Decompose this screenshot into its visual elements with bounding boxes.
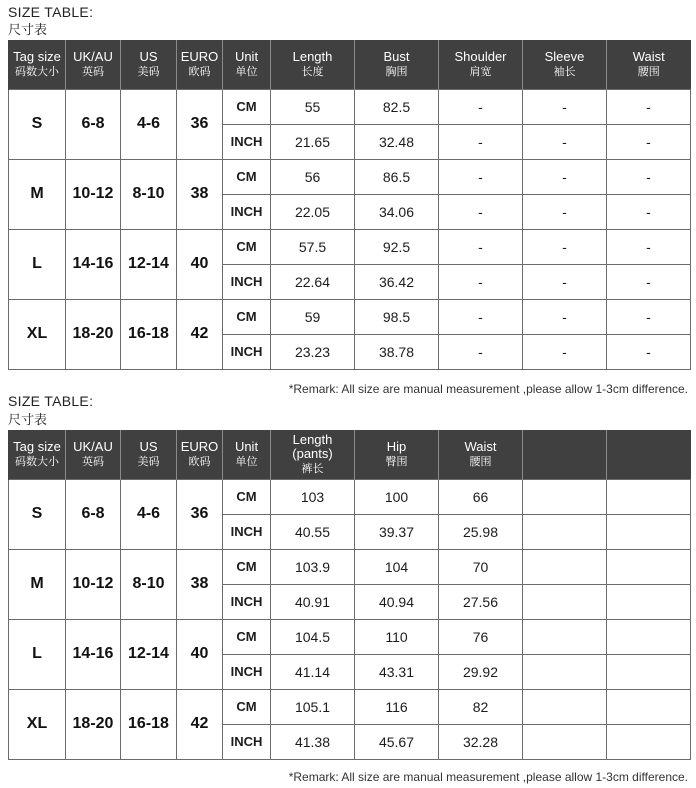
measurement-cell: 39.37	[355, 514, 439, 549]
column-header-en: Tag size	[13, 48, 61, 64]
measurement-cell	[523, 479, 607, 514]
bottom-size-table	[8, 430, 691, 760]
column-header-en2: (pants)	[292, 445, 333, 461]
tag-size-cell: M	[9, 549, 66, 619]
measurement-cell: 76	[439, 619, 523, 654]
column-header	[439, 40, 523, 89]
tag-size-cell: XL	[9, 689, 66, 759]
column-header-en: US	[139, 48, 158, 64]
measurement-cell	[523, 724, 607, 759]
column-header	[9, 40, 66, 89]
column-header	[271, 40, 355, 89]
column-header-en: EURO	[180, 438, 219, 454]
measurement-cell: 32.48	[355, 124, 439, 159]
column-header-en: Unit	[234, 48, 259, 64]
column-header-zh: 臀围	[385, 455, 408, 468]
measurement-cell: 25.98	[439, 514, 523, 549]
us-size-cell: 12-14	[121, 229, 177, 299]
measurement-cell	[523, 584, 607, 619]
uk-au-cell: 18-20	[66, 689, 121, 759]
euro-size-cell: 36	[177, 479, 223, 549]
column-header-en: Unit	[234, 438, 259, 454]
measurement-cell	[523, 619, 607, 654]
unit-cell: CM	[223, 479, 271, 514]
column-header-zh: 裤长	[301, 462, 324, 475]
table-row	[9, 299, 691, 334]
column-header-en: Waist	[464, 438, 497, 454]
column-header-zh: 长度	[301, 65, 324, 78]
measurement-cell: 103.9	[271, 549, 355, 584]
us-size-cell: 8-10	[121, 549, 177, 619]
measurement-cell: -	[439, 89, 523, 124]
column-header-zh: 码数大小	[15, 65, 59, 78]
measurement-cell: 100	[355, 479, 439, 514]
measurement-cell	[523, 689, 607, 724]
measurement-cell: 56	[271, 159, 355, 194]
tag-size-cell: S	[9, 89, 66, 159]
measurement-cell: -	[439, 299, 523, 334]
measurement-cell: -	[607, 229, 691, 264]
tag-size-cell: L	[9, 619, 66, 689]
measurement-cell: 34.06	[355, 194, 439, 229]
euro-size-cell: 42	[177, 689, 223, 759]
column-header	[177, 430, 223, 479]
measurement-cell: -	[607, 264, 691, 299]
column-header-en: UK/AU	[73, 48, 113, 64]
euro-size-cell: 38	[177, 549, 223, 619]
column-header	[607, 40, 691, 89]
measurement-cell: 45.67	[355, 724, 439, 759]
measurement-cell: 116	[355, 689, 439, 724]
measurement-cell: -	[439, 124, 523, 159]
measurement-cell: -	[523, 159, 607, 194]
section-title: SIZE TABLE:	[8, 4, 94, 20]
euro-size-cell: 40	[177, 229, 223, 299]
column-header	[177, 40, 223, 89]
tag-size-cell: M	[9, 159, 66, 229]
unit-cell: INCH	[223, 654, 271, 689]
column-header	[523, 430, 607, 479]
measurement-cell: 40.91	[271, 584, 355, 619]
measurement-cell: 92.5	[355, 229, 439, 264]
measurement-cell: 41.38	[271, 724, 355, 759]
column-header-zh: 单位	[235, 65, 258, 78]
column-header-en: Tag size	[13, 438, 61, 454]
header-row	[9, 40, 691, 89]
uk-au-cell: 10-12	[66, 549, 121, 619]
unit-cell: CM	[223, 689, 271, 724]
uk-au-cell: 6-8	[66, 89, 121, 159]
column-header	[121, 40, 177, 89]
measurement-cell: -	[607, 159, 691, 194]
measurement-cell: 40.94	[355, 584, 439, 619]
euro-size-cell: 36	[177, 89, 223, 159]
column-header-zh: 码数大小	[15, 455, 59, 468]
unit-cell: INCH	[223, 264, 271, 299]
table-row	[9, 689, 691, 724]
column-header-zh: 欧码	[188, 455, 211, 468]
column-header-en: Shoulder	[454, 48, 507, 64]
unit-cell: CM	[223, 299, 271, 334]
us-size-cell: 12-14	[121, 619, 177, 689]
measurement-cell: 82.5	[355, 89, 439, 124]
table-row	[9, 479, 691, 514]
measurement-cell: -	[523, 264, 607, 299]
tag-size-cell: XL	[9, 299, 66, 369]
us-size-cell: 4-6	[121, 89, 177, 159]
measurement-cell: 21.65	[271, 124, 355, 159]
column-header-en: Sleeve	[544, 48, 585, 64]
unit-cell: CM	[223, 549, 271, 584]
measurement-cell: 86.5	[355, 159, 439, 194]
measurement-cell: -	[607, 124, 691, 159]
measurement-cell: 103	[271, 479, 355, 514]
measurement-cell: 98.5	[355, 299, 439, 334]
column-header-zh: 袖长	[553, 65, 576, 78]
column-header-en: Hip	[386, 438, 407, 454]
euro-size-cell: 38	[177, 159, 223, 229]
tag-size-cell: L	[9, 229, 66, 299]
measurement-cell: 82	[439, 689, 523, 724]
table-row	[9, 229, 691, 264]
us-size-cell: 4-6	[121, 479, 177, 549]
measurement-cell: -	[607, 334, 691, 369]
column-header-zh: 美码	[137, 65, 160, 78]
measurement-cell: -	[523, 194, 607, 229]
measurement-cell: -	[523, 89, 607, 124]
measurement-cell: -	[607, 194, 691, 229]
section-subtitle: 尺寸表	[8, 412, 48, 427]
column-header	[223, 40, 271, 89]
column-header-en: EURO	[180, 48, 219, 64]
column-header-en: UK/AU	[73, 438, 113, 454]
column-header-zh: 肩宽	[469, 65, 492, 78]
header-row	[9, 430, 691, 479]
unit-cell: INCH	[223, 194, 271, 229]
measurement-cell: -	[523, 124, 607, 159]
measurement-cell	[523, 514, 607, 549]
measurement-cell: 57.5	[271, 229, 355, 264]
column-header-en: Bust	[383, 48, 410, 64]
column-header-en: Length	[292, 431, 333, 447]
measurement-cell: 55	[271, 89, 355, 124]
measurement-cell	[607, 689, 691, 724]
section-title: SIZE TABLE:	[8, 393, 94, 409]
unit-cell: INCH	[223, 334, 271, 369]
column-header-zh: 胸围	[385, 65, 408, 78]
tag-size-cell: S	[9, 479, 66, 549]
measurement-cell: 32.28	[439, 724, 523, 759]
measurement-cell: 110	[355, 619, 439, 654]
unit-cell: INCH	[223, 514, 271, 549]
unit-cell: CM	[223, 229, 271, 264]
column-header	[9, 430, 66, 479]
euro-size-cell: 40	[177, 619, 223, 689]
table-row	[9, 89, 691, 124]
measurement-cell	[523, 654, 607, 689]
measurement-cell: -	[607, 89, 691, 124]
column-header-en: US	[139, 438, 158, 454]
measurement-cell: 27.56	[439, 584, 523, 619]
measurement-cell: -	[439, 229, 523, 264]
column-header	[121, 430, 177, 479]
measurement-cell	[607, 584, 691, 619]
measurement-cell: 22.05	[271, 194, 355, 229]
column-header	[66, 40, 121, 89]
table-row	[9, 159, 691, 194]
us-size-cell: 8-10	[121, 159, 177, 229]
table-row	[9, 619, 691, 654]
measurement-cell	[607, 479, 691, 514]
measurement-cell: 66	[439, 479, 523, 514]
euro-size-cell: 42	[177, 299, 223, 369]
measurement-cell: 70	[439, 549, 523, 584]
measurement-cell: 41.14	[271, 654, 355, 689]
column-header-zh: 欧码	[188, 65, 211, 78]
table-row	[9, 549, 691, 584]
measurement-cell: 23.23	[271, 334, 355, 369]
column-header	[355, 430, 439, 479]
uk-au-cell: 10-12	[66, 159, 121, 229]
uk-au-cell: 18-20	[66, 299, 121, 369]
measurement-cell: -	[439, 264, 523, 299]
unit-cell: CM	[223, 89, 271, 124]
remark-note: *Remark: All size are manual measurement ,please allow 1-3cm difference.	[288, 770, 688, 784]
measurement-cell: -	[439, 194, 523, 229]
measurement-cell	[607, 619, 691, 654]
measurement-cell: -	[523, 334, 607, 369]
us-size-cell: 16-18	[121, 299, 177, 369]
measurement-cell: 104	[355, 549, 439, 584]
column-header-en: Length	[292, 48, 333, 64]
unit-cell: CM	[223, 619, 271, 654]
measurement-cell: -	[523, 299, 607, 334]
column-header	[607, 430, 691, 479]
unit-cell: INCH	[223, 584, 271, 619]
measurement-cell: 40.55	[271, 514, 355, 549]
measurement-cell	[523, 549, 607, 584]
column-header-zh: 单位	[235, 455, 258, 468]
us-size-cell: 16-18	[121, 689, 177, 759]
section-subtitle: 尺寸表	[8, 22, 48, 37]
unit-cell: INCH	[223, 724, 271, 759]
uk-au-cell: 6-8	[66, 479, 121, 549]
measurement-cell	[607, 654, 691, 689]
measurement-cell: 59	[271, 299, 355, 334]
column-header-zh: 美码	[137, 455, 160, 468]
measurement-cell: -	[523, 229, 607, 264]
column-header	[439, 430, 523, 479]
measurement-cell: 38.78	[355, 334, 439, 369]
measurement-cell: -	[439, 159, 523, 194]
column-header	[223, 430, 271, 479]
column-header-zh: 腰围	[637, 65, 660, 78]
column-header	[523, 40, 607, 89]
measurement-cell	[607, 549, 691, 584]
top-size-table	[8, 40, 691, 370]
column-header-zh: 腰围	[469, 455, 492, 468]
column-header	[355, 40, 439, 89]
uk-au-cell: 14-16	[66, 229, 121, 299]
measurement-cell: 43.31	[355, 654, 439, 689]
size-table-bottom-section	[0, 390, 696, 788]
measurement-cell: -	[607, 299, 691, 334]
column-header-zh: 英码	[82, 455, 104, 468]
uk-au-cell: 14-16	[66, 619, 121, 689]
measurement-cell: -	[439, 334, 523, 369]
measurement-cell: 22.64	[271, 264, 355, 299]
column-header-zh: 英码	[82, 65, 104, 78]
measurement-cell: 36.42	[355, 264, 439, 299]
remark-note: *Remark: All size are manual measurement ,please allow 1-3cm difference.	[288, 382, 688, 396]
measurement-cell	[607, 724, 691, 759]
measurement-cell: 29.92	[439, 654, 523, 689]
unit-cell: INCH	[223, 124, 271, 159]
measurement-cell: 105.1	[271, 689, 355, 724]
measurement-cell: 104.5	[271, 619, 355, 654]
column-header	[271, 430, 355, 479]
column-header	[66, 430, 121, 479]
measurement-cell	[607, 514, 691, 549]
column-header-en: Waist	[632, 48, 665, 64]
unit-cell: CM	[223, 159, 271, 194]
